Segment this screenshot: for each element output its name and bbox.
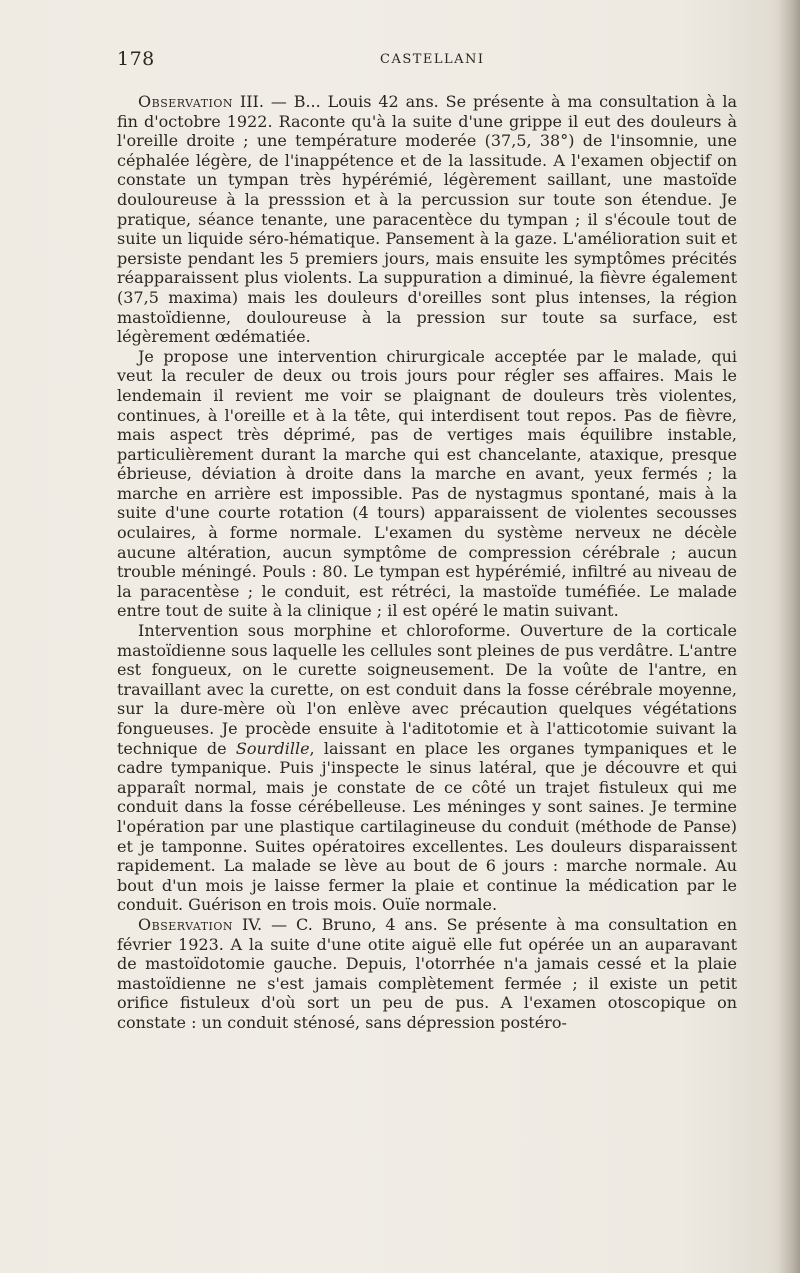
- paragraph-proposal: Je propose une intervention chirurgicale acceptée par le malade, qui veut la reculer de deux ou trois jours pour régler ses affaires. Mais le lendemain il revient me voir se plaignant de douleurs très violentes, continues, à l'oreille et à la tête, qui interdisent tout repos. Pas de fièvre, mais aspect très déprimé, pas de vertiges mais équilibre instable, particulièrement durant la marche qui est chancelante, ataxique, presque ébrieuse, déviation à droite dans la marche en avant, yeux fermés ; la marche en arrière est impossible. Pas de nystagmus spontané, mais à la suite d'une courte rotation (4 tours) apparaissent de violentes secousses oculaires, à forme normale. L'examen du système nerveux ne décèle aucune altération, aucun symptôme de compression cérébrale ; aucun trouble méningé. Pouls : 80. Le tympan est hypérémié, infiltré au niveau de la paracentèse ; le conduit, est rétréci, la mastoïde tuméfiée. Le malade entre tout de suite à la clinique ; il est opéré le matin suivant.: [117, 346, 737, 621]
- paragraph-observation-4: [117, 915, 737, 1033]
- paragraph-text: , laissant en place les organes tympaniques et le cadre tympanique. Puis j'inspecte le sinus latéral, que je découvre et qui apparaît normal, mais je constate de ce côté un trajet fistuleux qui me conduit dans la fosse cérébelleuse. Les méninges y sont saines. Je termine l'opération par une plastique cartilagineuse du conduit (méthode de Panse) et je tamponne. Suites opératoires excellentes. Les douleurs disparaissent rapidement. La malade se lève au bout de 6 jours : marche normale. Au bout d'un mois je laisse fermer la plaie et continue la médication par le conduit. Guérison en trois mois. Ouïe normale.: [117, 738, 737, 915]
- paragraph-text: Intervention sous morphine et chloroforme. Ouverture de la corticale mastoïdienne sous laquelle les cellules sont pleines de pus verdâtre. L'antre est fongueux, on le curette soigneusement. De la voûte de l'antre, en travaillant avec la curette, on est conduit dans la fosse cérébrale moyenne, sur la dure-mère où l'on enlève avec précaution quelques végétations fongueuses. Je procède ensuite à l'aditotomie et à l'atticotomie suivant la technique de: [117, 621, 737, 758]
- observation-label: Observation: [138, 92, 234, 111]
- page-header: [117, 48, 737, 74]
- paragraph-text: III. — B... Louis 42 ans. Se présente à ma consultation à la fin d'octobre 1922. Raconte qu'à la suite d'une grippe il eut des douleurs à l'oreille droite ; une température moderée (37,5, 38°) de l'insomnie, une céphalée légère, de l'inappétence et de la lassitude. A l'examen objectif on constate un tympan très hypérémié, légèrement saillant, une mastoïde douloureuse à la presssion et à la percussion sur toute son étendue. Je pratique, séance tenante, une paracentèce du tympan ; il s'écoule tout de suite un liquide séro-hématique. Pansement à la gaze. L'amélioration suit et persiste pendant les 5 premiers jours, mais ensuite les symptômes précités réapparaissent plus violents. La suppuration a diminué, la fièvre également (37,5 maxima) mais les douleurs d'oreilles sont plus intenses, la région mastoïdienne, douloureuse à la pression sur toute sa surface, est légèrement œdématiée.: [117, 92, 737, 347]
- author-name-italic: Sourdille: [235, 738, 310, 758]
- body-text: [117, 92, 737, 1033]
- running-head: CASTELLANI: [380, 52, 485, 67]
- observation-label: Observation: [138, 914, 234, 934]
- paragraph-text: IV. — C. Bruno, 4 ans. Se présente à ma consultation en février 1923. A la suite d'une otite aiguë elle fut opérée un an auparavant de mastoïdotomie gauche. Depuis, l'otorrhée n'a jamais cessé et la plaie mastoïdienne ne s'est jamais complètement fermée ; il existe un petit orifice fistuleux d'où sort un peu de pus. A l'examen otoscopique on constate : un conduit sténosé, sans dépression postéro-: [117, 914, 737, 1032]
- paragraph-observation-3: [117, 92, 737, 347]
- paragraph-intervention: [117, 621, 737, 915]
- page-number: 178: [117, 48, 155, 70]
- page-gutter-shadow: [778, 0, 800, 1273]
